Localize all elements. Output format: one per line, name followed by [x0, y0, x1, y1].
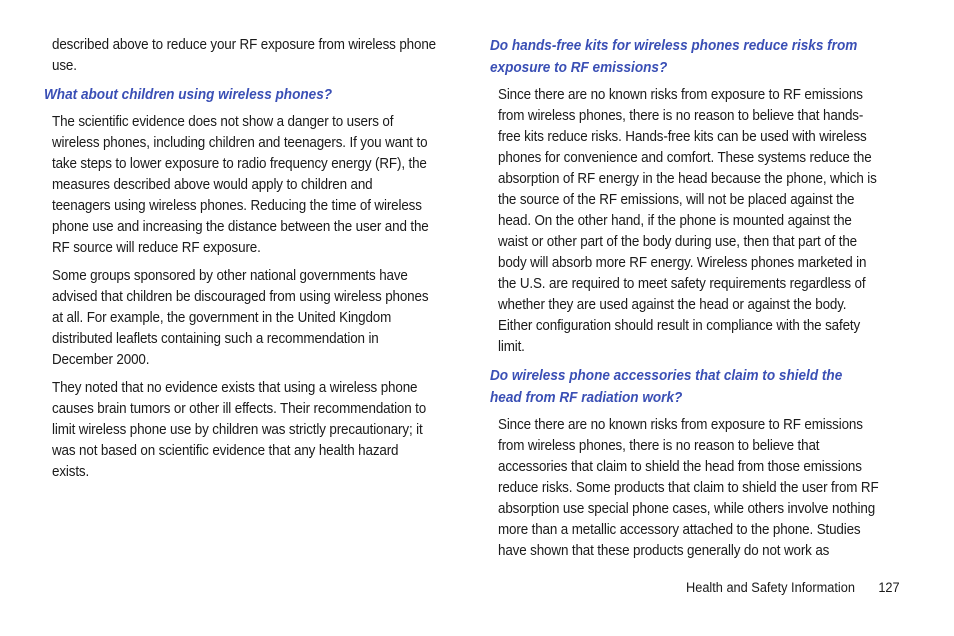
body-paragraph: The scientific evidence does not show a danger to users of wireless phones, including children and teenagers. If you want to take steps to lower exposure to radio frequency energy (RF), the measures described above would apply to children and teenagers using wireless phones. Reducing the time of wireless phone use and increasing the distance between the user and the RF source will reduce RF exposure. — [52, 114, 429, 256]
body-paragraph: Since there are no known risks from exposure to RF emissions from wireless phones, there is no reason to believe that accessories that claim to shield the head from those emissions reduce risks. Some products that claim to shield the user from RF absorption use special phone cases, while others involve nothing more than a metallic accessory attached to the phone. Studies have shown that these products generally do not work as — [498, 417, 879, 559]
left-column — [44, 35, 454, 490]
right-column — [490, 35, 900, 569]
body-paragraph: Since there are no known risks from exposure to RF emissions from wireless phones, there is no reason to believe that hands- free kits reduce risks. Hands-free kits can be used with wireless phones for convenience and comfort. These systems reduce the absorption of RF energy in the head because the phone, which is the source of the RF emissions, will not be placed against the head. On the other hand, if the phone is mounted against the waist or other part of the body during use, then that part of the body will absorb more RF energy. Wireless phones marketed in the U.S. are required to meet safety requirements regardless of whether they are used against the head or against the body. Either configuration should result in compliance with the safety limit. — [498, 87, 877, 355]
page-footer — [686, 578, 900, 598]
body-paragraph: described above to reduce your RF exposure from wireless phone use. — [52, 37, 436, 74]
section-heading-accessories: Do wireless phone accessories that claim to shield the head from RF radiation work? — [490, 368, 843, 406]
section-heading-hands-free: Do hands-free kits for wireless phones reduce risks from exposure to RF emissions? — [490, 38, 858, 76]
body-paragraph: They noted that no evidence exists that using a wireless phone causes brain tumors or other ill effects. Their recommendation to limit wireless phone use by children was strictly precautionary; it was not based on scientific evidence that any health hazard exists. — [52, 380, 427, 480]
page-number: 127 — [878, 580, 900, 596]
footer-section-title: Health and Safety Information — [686, 580, 855, 596]
body-paragraph: Some groups sponsored by other national governments have advised that children be discouraged from using wireless phones at all. For example, the government in the United Kingdom distributed leaflets containing such a recommendation in December 2000. — [52, 268, 429, 368]
section-heading-children: What about children using wireless phones? — [44, 87, 333, 103]
